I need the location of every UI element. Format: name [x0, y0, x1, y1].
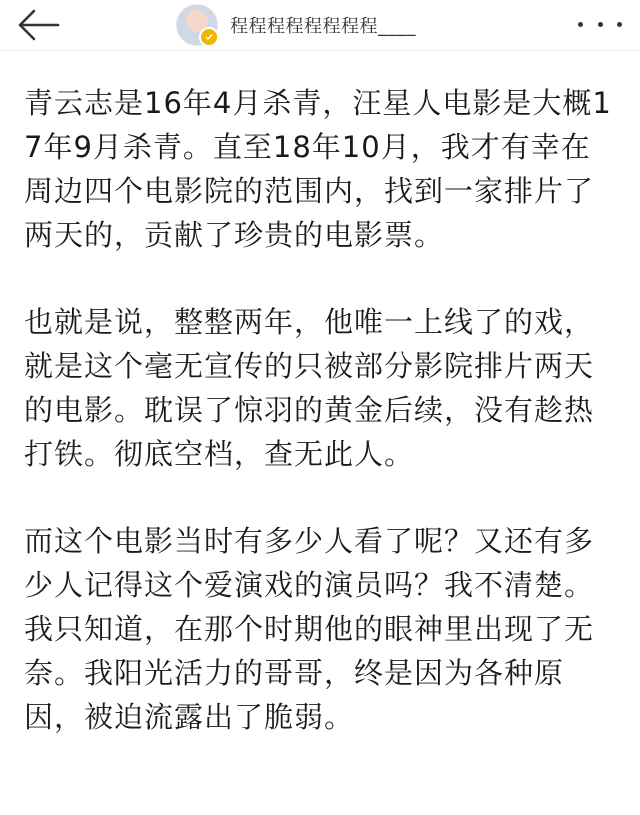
post-paragraph-2: 也就是说，整整两年，他唯一上线了的戏，就是这个毫无宣传的只被部分影院排片两天的电影。耽误了惊羽的黄金后续，没有趁热打铁。彻底空档，查无此人。 [24, 305, 595, 471]
more-button[interactable] [578, 10, 622, 38]
arrow-left-icon [16, 9, 60, 41]
more-horizontal-icon [578, 22, 583, 27]
post-content [0, 51, 640, 739]
avatar[interactable] [176, 4, 218, 46]
post-paragraph-3: 而这个电影当时有多少人看了呢？又还有多少人记得这个爱演戏的演员吗？我不清楚。我只知道，在那个时期他的眼神里出现了无奈。我阳光活力的哥哥，终是因为各种原因，被迫流露出了脆弱。 [24, 524, 595, 734]
user-info[interactable] [176, 4, 416, 46]
verified-badge-icon [199, 27, 219, 47]
post-paragraph-1: 青云志是16年4月杀青，汪星人电影是大概17年9月杀青。直至18年10月，我才有幸在周边四个电影院的范围内，找到一家排片了两天的，贡献了珍贵的电影票。 [24, 86, 612, 252]
top-bar [0, 0, 640, 51]
back-button[interactable] [14, 6, 62, 44]
username[interactable]: 程程程程程程程程____ [230, 16, 416, 37]
